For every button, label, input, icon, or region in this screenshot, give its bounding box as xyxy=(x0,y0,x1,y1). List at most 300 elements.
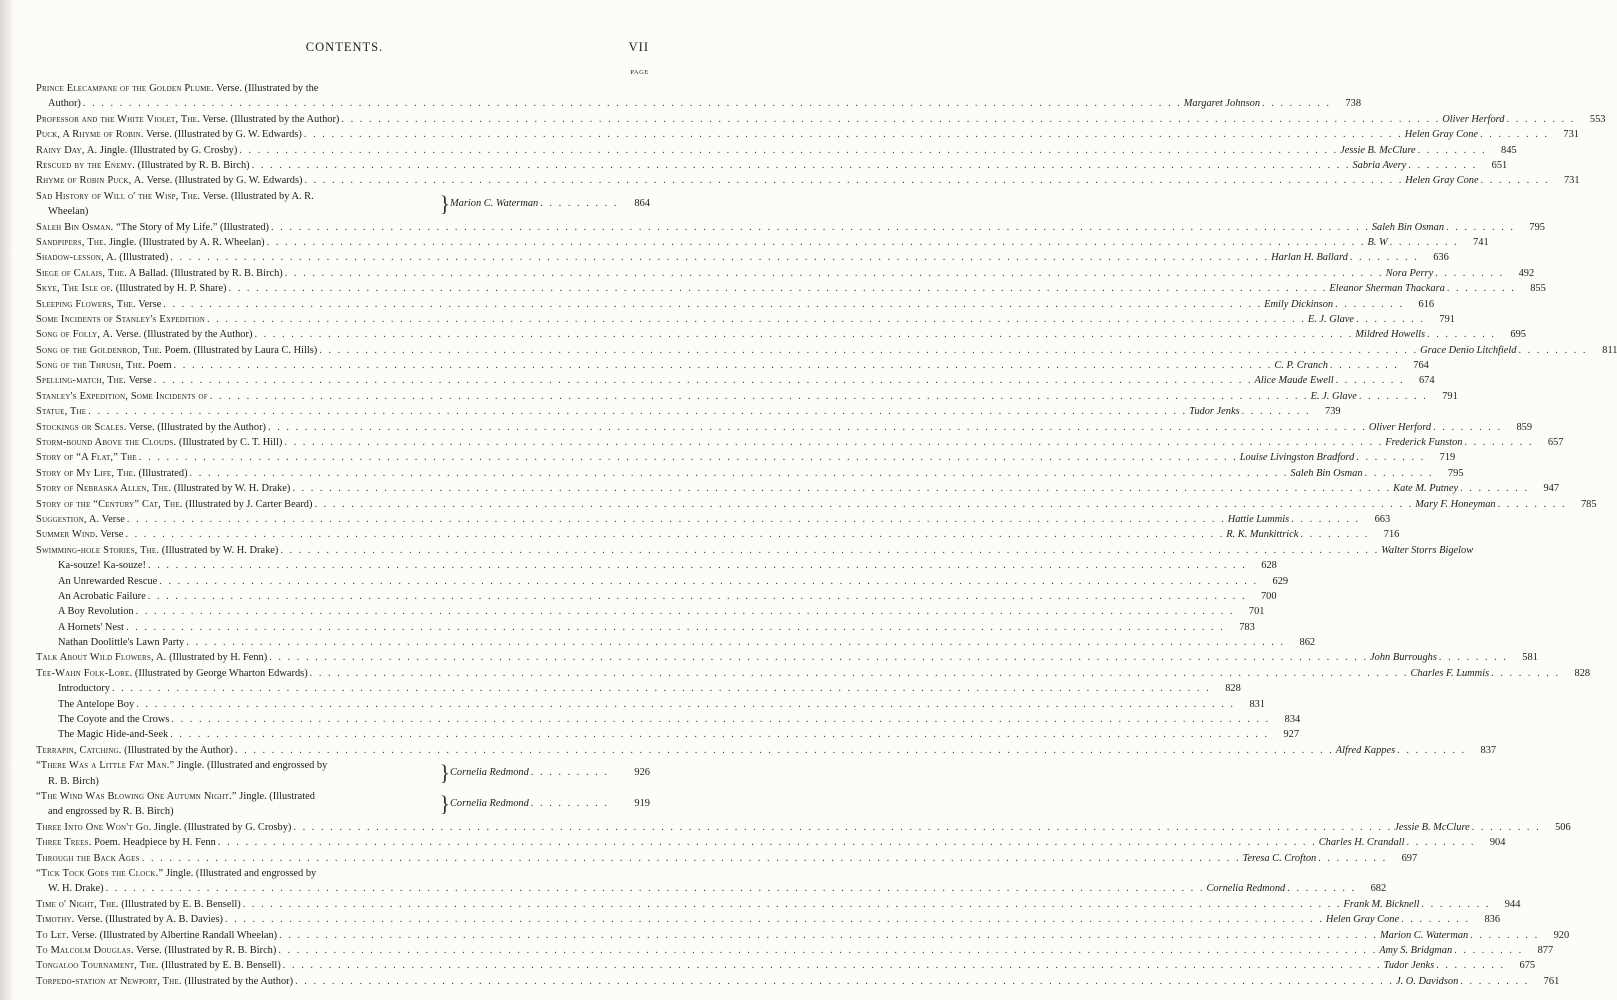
toc-entry xyxy=(36,266,1535,281)
entry-page-number: 697 xyxy=(1401,852,1418,864)
toc-entry xyxy=(36,543,1474,558)
toc-entry-line xyxy=(36,527,1400,542)
toc-entry-line xyxy=(36,851,1418,866)
dot-leader: . . . . . . . . . . . . . . . . . . . . . . . . . . . . . . . . . . . . . . . . . . . . . . . . . . . . . . . . . . . . . . . . . . . . . . . . . . . . . . . . . . . . . . . . . . . . . . . . . . . . . . . . . . . . . . . . . . . . . . . . xyxy=(284,437,1384,449)
entry-description: Verse. (Illustrated by A. R. xyxy=(200,190,314,202)
entry-title xyxy=(36,650,267,665)
entry-title-text: Timothy. xyxy=(36,914,75,926)
toc-entry-line xyxy=(36,635,1316,650)
entry-title xyxy=(36,435,282,450)
dot-leader: . . . . . . . . xyxy=(1262,98,1332,110)
entry-title-text: Story of the “Century” Cat, The. xyxy=(36,498,183,510)
toc-entry-line xyxy=(36,466,1464,481)
toc-entry-line xyxy=(36,727,1300,742)
entry-title-text: Spelling-match, The. xyxy=(36,375,127,387)
entry-title xyxy=(36,466,188,481)
dot-leader: . . . . . . . . xyxy=(1433,421,1503,433)
dot-leader: . . . . . . . . . . . . . . . . . . . . . . . . . . . . . . . . . . . . . . . . . . . . . . . . . . . . . . . . . . . . . . . . . . . . . . . . . . . . . . . . . . . . . . . . . . . . . . . . . . . . . . . . . . . . . . . . . . . . . . . . xyxy=(279,929,1378,941)
entry-page-number: 663 xyxy=(1374,513,1391,525)
entry-title xyxy=(36,512,125,527)
entry-author: Grace Denio Litchfield xyxy=(1420,344,1517,356)
entry-title xyxy=(36,358,172,373)
toc-entry xyxy=(36,820,1571,835)
entry-title-text: A Hornets' Nest xyxy=(58,621,124,633)
entry-title xyxy=(36,343,317,358)
dot-leader: . . . . . . . . . . . . . . . . . . . . . . . . . . . . . . . . . . . . . . . . . . . . . . . . . . . . . . . . . . . . . . . . . . . . . . . . . . . . . . . . . . . . . . . . . . . . . . . . . . . . . . . . . . . . . . . . . . . . . . . . xyxy=(136,698,1236,710)
entry-description: A Ballad. (Illustrated by R. B. Birch) xyxy=(126,267,283,279)
entry-title xyxy=(36,297,161,312)
entry-title-text: “Tick Tock Goes the Clock.” xyxy=(36,867,164,879)
dot-leader: . . . . . . . . . . . . . . . . . . . . . . . . . . . . . . . . . . . . . . . . . . . . . . . . . . . . . . . . . . . . . . . . . . . . . . . . . . . . . . . . . . . . . . . . . . . . . . . . . . . . . . . . . . . . . . . . . . . . . . . . xyxy=(125,621,1225,633)
entry-author: E. J. Glave xyxy=(1307,313,1355,325)
toc-entry-line xyxy=(36,512,1391,527)
entry-description: Jingle. (Illustrated by G. Crosby) xyxy=(151,821,292,833)
entry-page-number: 828 xyxy=(1574,667,1591,679)
toc-entry xyxy=(36,450,1456,465)
entry-description: (Illustrated by W. H. Drake) xyxy=(171,483,291,495)
dot-leader: . . . . . . . . . . . . . . . . . . . . . . . . . . . . . . . . . . . . . . . . . . . . . . . . . . . . . . . . . . . . . . . . . . . . . . . . . . . . . . . . . . . . . . . . . . . . . . . . . . . . . . . . . . . . . . . . . . . . . . . . xyxy=(209,390,1309,402)
toc-entry-line xyxy=(36,450,1456,465)
entry-title-text: Siege of Calais, The. xyxy=(36,267,127,279)
entry-title xyxy=(36,974,293,989)
toc-entry xyxy=(36,697,1266,712)
toc-entry xyxy=(36,604,1265,619)
dot-leader: . . . . . . . . . xyxy=(530,767,609,779)
dot-leader: . . . . . . . . . . . . . . . . . . . . . . . . . . . . . . . . . . . . . . . . . . . . . . . . . . . . . . . . . . . . . . . . . . . . . . . . . . . . . . . . . . . . . . . . . . . . . . . . . . . . . . . . . . . . . . . . . . . . . . . . xyxy=(228,283,1328,295)
toc-entry xyxy=(36,958,1536,973)
dot-leader: . . . . . . . . . . . . . . . . . . . . . . . . . . . . . . . . . . . . . . . . . . . . . . . . . . . . . . . . . . . . . . . . . . . . . . . . . . . . . . . . . . . . . . . . . . . . . . . . . . . . . . . . . . . . . . . . . . . . . . . . xyxy=(186,637,1286,649)
dot-leader: . . . . . . . . xyxy=(1480,175,1550,187)
entry-title-text: Stanley's Expedition, Some Incidents of xyxy=(36,390,208,402)
entry-description-continued: Author) xyxy=(48,98,81,110)
entry-title xyxy=(36,620,124,635)
entry-page-number: 828 xyxy=(1225,683,1241,695)
dot-leader: . . . . . . . . xyxy=(1460,975,1530,987)
toc-entry xyxy=(36,928,1570,943)
entry-page-number: 944 xyxy=(1504,898,1521,910)
entry-page-number: 761 xyxy=(1543,975,1560,987)
toc-entry xyxy=(36,112,1606,127)
dot-leader: . . . . . . . . xyxy=(1427,329,1496,341)
dot-leader: . . . . . . . . . . . . . . . . . . . . . . . . . . . . . . . . . . . . . . . . . . . . . . . . . . . . . . . . . . . . . . . . . . . . . . . . . . . . . . . . . . . . . . . . . . . . . . . . . . . . . . . . . . . . . . . . . . . . . . . . xyxy=(224,914,1324,926)
dot-leader: . . . . . . . . xyxy=(1464,437,1534,449)
toc-entry xyxy=(36,343,1617,358)
dot-leader: . . . . . . . . . . . . . . . . . . . . . . . . . . . . . . . . . . . . . . . . . . . . . . . . . . . . . . . . . . . . . . . . . . . . . . . . . . . . . . . . . . . . . . . . . . . . . . . . . . . . . . . . . . . . . . . . . . . . . . . . xyxy=(138,452,1238,464)
entry-title xyxy=(36,558,146,573)
toc-entry-line xyxy=(36,758,436,773)
toc-entry xyxy=(36,835,1506,850)
entry-title-text: To Malcolm Douglas. xyxy=(36,944,134,956)
dot-leader: . . . . . . . . . . . . . . . . . . . . . . . . . . . . . . . . . . . . . . . . . . . . . . . . . . . . . . . . . . . . . . . . . . . . . . . . . . . . . . . . . . . . . . . . . . . . . . . . . . . . . . . . . . . . . . . . . . . . . . . . xyxy=(269,652,1369,664)
toc-entry-line xyxy=(36,681,1241,696)
entry-description: (Illustrated) xyxy=(116,252,169,264)
dot-leader: . . . . . . . . xyxy=(1335,375,1405,387)
toc-entry-line xyxy=(36,389,1458,404)
entry-description: (Illustrated by R. B. Birch) xyxy=(135,159,250,171)
entry-page-number: 553 xyxy=(1589,113,1606,125)
toc-entry-line xyxy=(36,835,1506,850)
entry-title-text: Some Incidents of Stanley's Expedition xyxy=(36,313,205,325)
entry-title-text: Tee-Wahn Folk-Lore. xyxy=(36,667,133,679)
entry-author: Mildred Howells xyxy=(1355,329,1426,341)
toc-entry-line xyxy=(36,743,1497,758)
entry-author: Margaret Johnson xyxy=(1183,98,1261,110)
toc-entry-line xyxy=(36,943,1554,958)
toc-entry-line xyxy=(36,235,1489,250)
entry-title-text: Professor and the White Violet, The. xyxy=(36,113,200,125)
entry-description: Verse. (Illustrated by Albertine Randall Wheelan) xyxy=(68,929,278,941)
entry-title-text: Sad History of Will o' the Wisp, The. xyxy=(36,190,201,202)
entry-page-number: 731 xyxy=(1563,129,1579,141)
entry-page-number: 834 xyxy=(1284,714,1301,726)
entry-title-text: “The Wind Was Blowing One Autumn Night.” xyxy=(36,791,237,803)
entry-author: Eleanor Sherman Thackara xyxy=(1329,283,1445,295)
entry-description: Verse. (Illustrated by G. W. Edwards) xyxy=(144,175,303,187)
entry-title-text: Song of the Goldenrod, The. xyxy=(36,344,162,356)
entry-title xyxy=(36,143,237,158)
dot-leader: . . . . . . . . . . . . . . . . . . . . . . . . . . . . . . . . . . . . . . . . . . . . . . . . . . . . . . . . . . . . . . . . . . . . . . . . . . . . . . . . . . . . . . . . . . . . . . . . . . . . . . . . . . . . . . . . . . . . . . . . xyxy=(242,898,1342,910)
entry-title-text: Talk About Wild Flowers, A. xyxy=(36,652,167,664)
dot-leader: . . . . . . . . . . . . . . . . . . . . . . . . . . . . . . . . . . . . . . . . . . . . . . . . . . . . . . . . . . . . . . . . . . . . . . . . . . . . . . . . . . . . . . . . . . . . . . . . . . . . . . . . . . . . . . . . . . . . . . . . xyxy=(88,406,1188,418)
dot-leader: . . . . . . . . xyxy=(1291,513,1361,525)
brace-glyph: } xyxy=(439,190,450,216)
toc-entry xyxy=(36,173,1580,188)
dot-leader: . . . . . . . . xyxy=(1349,252,1419,264)
dot-leader: . . . . . . . . . . . . . . . . . . . . . . . . . . . . . . . . . . . . . . . . . . . . . . . . . . . . . . . . . . . . . . . . . . . . . . . . . . . . . . . . . . . . . . . . . . . . . . . . . . . . . . . . . . . . . . . . . . . . . . . . xyxy=(153,375,1253,387)
toc-entry-line xyxy=(36,143,1517,158)
entry-title xyxy=(36,266,283,281)
entry-description: Verse. (Illustrated by the Author) xyxy=(199,113,340,125)
entry-page-number: 657 xyxy=(1547,437,1564,449)
entry-description: Poem. Headpiece by H. Fenn xyxy=(91,837,216,849)
entry-page-number: 862 xyxy=(1299,637,1316,649)
entry-title xyxy=(36,173,302,188)
toc-entry-line xyxy=(36,81,650,96)
toc-entry xyxy=(36,589,1277,604)
dot-leader: . . . . . . . . xyxy=(1460,483,1530,495)
toc-entry xyxy=(36,712,1301,727)
dot-leader: . . . . . . . . xyxy=(1287,883,1357,895)
entry-description-continued: Wheelan) xyxy=(48,206,89,218)
entry-page-number: 739 xyxy=(1325,406,1341,418)
dot-leader: . . . . . . . . . . . . . . . . . . . . . . . . . . . . . . . . . . . . . . . . . . . . . . . . . . . . . . . . . . . . . . . . . . . . . . . . . . . . . . . . . . . . . . . . . . . . . . . . . . . . . . . . . . . . . . . . . . . . . . . . xyxy=(314,498,1414,510)
dot-leader: . . . . . . . . xyxy=(1408,159,1478,171)
entry-title-text: Summer Wind. xyxy=(36,529,98,541)
toc-entry xyxy=(36,620,1255,635)
entry-title xyxy=(36,112,339,127)
toc-entry xyxy=(36,127,1579,142)
entry-page-number: 859 xyxy=(1516,421,1533,433)
entry-author: Jessie B. McClure xyxy=(1340,144,1416,156)
entry-description: Verse. (Illustrated by R. B. Birch) xyxy=(133,944,277,956)
entry-title-text: Sleeping Flowers, The. xyxy=(36,298,136,310)
toc-entry-line xyxy=(36,543,1474,558)
toc-entry-line xyxy=(36,866,650,881)
entry-title-text: Ka-souze! Ka-souze! xyxy=(58,560,146,572)
page-column-label: PAGE xyxy=(630,69,649,76)
entry-title xyxy=(36,281,227,296)
entry-author: Helen Gray Cone xyxy=(1325,914,1400,926)
entry-title xyxy=(36,604,134,619)
toc-entry xyxy=(36,527,1400,542)
toc-entry xyxy=(36,143,1517,158)
entry-author: Cornelia Redmond xyxy=(1206,883,1286,895)
entry-page-number: 682 xyxy=(1370,883,1387,895)
entry-title-text: Saleh Bin Osman. xyxy=(36,221,114,233)
entry-page-number: 904 xyxy=(1489,837,1506,849)
dot-leader: . . . . . . . . . . . . . . . . . . . . . . . . . . . . . . . . . . . . . . . . . . . . . . . . . . . . . . . . . . . . . . . . . . . . . . . . . . . . . . . . . . . . . . . . . . . . . . . . . . . . . . . . . . . . . . . . . . . . . . . . xyxy=(292,483,1392,495)
entry-author: Marion C. Waterman xyxy=(450,197,539,209)
entry-description: Jingle. (Illustrated and engrossed by xyxy=(163,867,317,879)
entry-page-number: 636 xyxy=(1433,252,1449,264)
dot-leader: . . . . . . . . xyxy=(1435,267,1505,279)
entry-title-text: Song of Folly, A. xyxy=(36,329,113,341)
entry-description: Jingle. (Illustrated and engrossed by xyxy=(174,760,328,772)
entry-description: (Illustrated by C. T. Hill) xyxy=(176,437,283,449)
entry-page-number: 811 xyxy=(1602,344,1617,356)
toc-entry xyxy=(36,866,1387,897)
dot-leader: . . . . . . . . . . . . . . . . . . . . . . . . . . . . . . . . . . . . . . . . . . . . . . . . . . . . . . . . . . . . . . . . . . . . . . . . . . . . . . . . . . . . . . . . . . . . . . . . . . . . . . . . . . . . . . . . . . . . . . . . xyxy=(284,267,1384,279)
entry-page-number: 926 xyxy=(634,767,650,779)
entry-title-text: A Boy Revolution xyxy=(58,606,134,618)
entry-page-number: 795 xyxy=(1529,221,1545,233)
toc-entry xyxy=(36,743,1497,758)
dot-leader: . . . . . . . . xyxy=(1506,113,1576,125)
toc-entry xyxy=(36,666,1591,681)
toc-entry-line xyxy=(36,712,1301,727)
entry-title xyxy=(36,220,269,235)
toc-entry xyxy=(36,389,1458,404)
dot-leader: . . . . . . . . . . . . . . . . . . . . . . . . . . . . . . . . . . . . . . . . . . . . . . . . . . . . . . . . . . . . . . . . . . . . . . . . . . . . . . . . . . . . . . . . . . . . . . . . . . . . . . . . . . . . . . . . . . . . . . . . xyxy=(170,729,1270,741)
entry-author: Harlan H. Ballard xyxy=(1271,252,1348,264)
entry-title xyxy=(36,958,281,973)
dot-leader: . . . . . . . . xyxy=(1480,129,1549,141)
entry-title xyxy=(36,543,278,558)
toc-entry-line xyxy=(36,435,1564,450)
entry-page-number: 506 xyxy=(1555,821,1571,833)
toc-entry-line xyxy=(36,928,1570,943)
dot-leader: . . . . . . . . xyxy=(1470,929,1540,941)
entry-page-number: 629 xyxy=(1272,575,1289,587)
entry-title-text: Three Trees. xyxy=(36,837,92,849)
entry-page-number: 764 xyxy=(1413,360,1429,372)
dot-leader: . . . . . . . . . . . . . . . . . . . . . . . . . . . . . . . . . . . . . . . . . . . . . . . . . . . . . . . . . . . . . . . . . . . . . . . . . . . . . . . . . . . . . . . . . . . . . . . . . . . . . . . . . . . . . . . . . . . . . . . . xyxy=(303,129,1403,141)
toc-entry-line xyxy=(48,204,438,219)
entry-title-text: An Acrobatic Failure xyxy=(58,590,146,602)
toc-entry-line xyxy=(36,343,1617,358)
entry-title-text: Statue, The xyxy=(36,406,87,418)
entry-page-number: 628 xyxy=(1261,560,1277,572)
dot-leader: . . . . . . . . . . . . . . . . . . . . . . . . . . . . . . . . . . . . . . . . . . . . . . . . . . . . . . . . . . . . . . . . . . . . . . . . . . . . . . . . . . . . . . . . . . . . . . . . . . . . . . . . . . . . . . . . . . . . . . . . xyxy=(173,360,1273,372)
entry-title xyxy=(36,574,157,589)
entry-author: E. J. Glave xyxy=(1310,390,1357,402)
toc-entry xyxy=(36,974,1560,989)
entry-title-text: Puck, A Rhyme of Robin. xyxy=(36,129,144,141)
entry-title xyxy=(36,420,266,435)
page-number: VII xyxy=(628,40,649,54)
toc-entry xyxy=(36,327,1526,342)
entry-title xyxy=(36,481,290,496)
toc-entry-line xyxy=(36,297,1435,312)
entry-description: Verse xyxy=(126,375,152,387)
dot-leader: . . . . . . . . xyxy=(1438,652,1508,664)
toc-entry-line xyxy=(36,96,1362,111)
toc-entry xyxy=(36,789,650,820)
entry-title xyxy=(36,727,168,742)
entry-author: Frederick Funston xyxy=(1385,437,1463,449)
entry-author: Helen Gray Cone xyxy=(1405,175,1479,187)
entry-title xyxy=(36,235,265,250)
entry-author: Mary F. Honeyman xyxy=(1415,498,1496,510)
toc-entry-line xyxy=(36,112,1606,127)
entry-author: Frank M. Bicknell xyxy=(1343,898,1420,910)
toc-entry-line xyxy=(36,620,1255,635)
entry-author: Oliver Herford xyxy=(1368,421,1432,433)
brace-glyph: } xyxy=(439,760,450,786)
entry-page-number: 845 xyxy=(1501,144,1517,156)
entry-page-number: 864 xyxy=(634,197,650,209)
entry-title-text: Time o' Night, The. xyxy=(36,898,119,910)
entry-title-text: “There Was a Little Fat Man.” xyxy=(36,760,175,772)
dot-leader: . . . . . . . . xyxy=(1436,960,1506,972)
toc-entry xyxy=(36,758,650,789)
dot-leader: . . . . . . . . xyxy=(1454,944,1524,956)
dot-leader: . . . . . . . . . . . . . . . . . . . . . . . . . . . . . . . . . . . . . . . . . . . . . . . . . . . . . . . . . . . . . . . . . . . . . . . . . . . . . . . . . . . . . . . . . . . . . . . . . . . . . . . . . . . . . . . . . . . . . . . . xyxy=(304,175,1404,187)
dot-leader: . . . . . . . . xyxy=(1329,360,1399,372)
brace-glyph: } xyxy=(439,791,450,817)
dot-leader: . . . . . . . . xyxy=(1356,452,1426,464)
entry-title xyxy=(36,820,291,835)
dot-leader: . . . . . . . . . xyxy=(530,798,609,810)
toc-entry xyxy=(36,635,1316,650)
entry-title xyxy=(36,835,216,850)
entry-description: Jingle. (Illustrated xyxy=(236,791,315,803)
entry-page-number: 836 xyxy=(1484,914,1501,926)
dot-leader: . . . . . . . . xyxy=(1358,390,1428,402)
entry-author: Amy S. Bridgman xyxy=(1379,944,1453,956)
entry-title xyxy=(36,635,184,650)
entry-title xyxy=(36,928,277,943)
entry-title-text: An Unrewarded Rescue xyxy=(58,575,158,587)
entry-title xyxy=(36,250,168,265)
entry-description: (Illustrated by the Author) xyxy=(121,744,233,756)
toc-entry-line xyxy=(36,250,1449,265)
toc-entry xyxy=(36,897,1521,912)
entry-author-block xyxy=(450,196,650,211)
entry-title xyxy=(36,943,276,958)
entry-author: Saleh Bin Osman xyxy=(1371,221,1445,233)
entry-title-text: Song of the Thrush, The. xyxy=(36,360,146,372)
dot-leader: . . . . . . . . . . . . . . . . . . . . . . . . . . . . . . . . . . . . . . . . . . . . . . . . . . . . . . . . . . . . . . . . . . . . . . . . . . . . . . . . . . . . . . . . . . . . . . . . . . . . . . . . . . . . . . . . . . . . . . . . xyxy=(239,144,1339,156)
dot-leader: . . . . . . . . . . . . . . . . . . . . . . . . . . . . . . . . . . . . . . . . . . . . . . . . . . . . . . . . . . . . . . . . . . . . . . . . . . . . . . . . . . . . . . . . . . . . . . . . . . . . . . . . . . . . . . . . . . . . . . . . xyxy=(234,744,1334,756)
toc-entry xyxy=(36,466,1464,481)
entry-page-number: 581 xyxy=(1522,652,1538,664)
toc-entry xyxy=(36,558,1277,573)
entry-description: (Illustrated by George Wharton Edwards) xyxy=(132,667,308,679)
dot-leader: . . . . . . . . xyxy=(1497,498,1567,510)
dot-leader: . . . . . . . . . . . . . . . . . . . . . . . . . . . . . . . . . . . . . . . . . . . . . . . . . . . . . . . . . . . . . . . . . . . . . . . . . . . . . . . . . . . . . . . . . . . . . . . . . . . . . . . . . . . . . . . . . . . . . . . . xyxy=(217,837,1317,849)
page-title: CONTENTS. xyxy=(305,40,384,54)
toc-entry xyxy=(36,297,1435,312)
entry-author: Alfred Kappes xyxy=(1335,744,1396,756)
page-edge-shadow xyxy=(0,0,14,1000)
entry-title-text: Shadow-lesson, A. xyxy=(36,252,117,264)
entry-page-number: 674 xyxy=(1418,375,1435,387)
entry-title-text: To Let. xyxy=(36,929,69,941)
toc-entry-line xyxy=(36,327,1526,342)
entry-title xyxy=(36,450,137,465)
entry-author: Charles F. Lummis xyxy=(1410,667,1490,679)
entry-page-number: 719 xyxy=(1439,452,1456,464)
entry-title xyxy=(36,327,252,342)
toc-entry-line xyxy=(36,312,1455,327)
entry-author: Sabria Avery xyxy=(1352,159,1407,171)
dot-leader: . . . . . . . . . . . . . . . . . . . . . . . . . . . . . . . . . . . . . . . . . . . . . . . . . . . . . . . . . . . . . . . . . . . . . . . . . . . . . . . . . . . . . . . . . . . . . . . . . . . . . . . . . . . . . . . . . . . . . . . . xyxy=(82,98,1182,110)
toc-entry-line xyxy=(48,774,438,789)
entry-page-number: 855 xyxy=(1530,283,1546,295)
entry-page-number: 927 xyxy=(1283,729,1300,741)
dot-leader: . . . . . . . . . . . . . . . . . . . . . . . . . . . . . . . . . . . . . . . . . . . . . . . . . . . . . . . . . . . . . . . . . . . . . . . . . . . . . . . . . . . . . . . . . . . . . . . . . . . . . . . . . . . . . . . . . . . . . . . . xyxy=(126,513,1226,525)
toc-entry xyxy=(36,943,1554,958)
dot-leader: . . . . . . . . . . . . . . . . . . . . . . . . . . . . . . . . . . . . . . . . . . . . . . . . . . . . . . . . . . . . . . . . . . . . . . . . . . . . . . . . . . . . . . . . . . . . . . . . . . . . . . . . . . . . . . . . . . . . . . . . xyxy=(266,236,1366,248)
dot-leader: . . . . . . . . . . . . . . . . . . . . . . . . . . . . . . . . . . . . . . . . . . . . . . . . . . . . . . . . . . . . . . . . . . . . . . . . . . . . . . . . . . . . . . . . . . . . . . . . . . . . . . . . . . . . . . . . . . . . . . . . xyxy=(280,544,1380,556)
toc-entry-line xyxy=(36,127,1579,142)
dot-leader: . . . . . . . . xyxy=(1401,914,1471,926)
entry-title-text: Rhyme of Robin Puck, A. xyxy=(36,175,145,187)
toc-entry-line xyxy=(36,266,1535,281)
toc-entry-line xyxy=(36,604,1265,619)
toc-entry xyxy=(36,220,1545,235)
toc-entry-line xyxy=(36,697,1266,712)
entry-description: (Illustrated by E. B. Bensell) xyxy=(118,898,241,910)
entry-page-number: 738 xyxy=(1345,98,1362,110)
toc-entry xyxy=(36,358,1429,373)
dot-leader: . . . . . . . . . . . . . . . . . . . . . . . . . . . . . . . . . . . . . . . . . . . . . . . . . . . . . . . . . . . . . . . . . . . . . . . . . . . . . . . . . . . . . . . . . . . . . . . . . . . . . . . . . . . . . . . . . . . . . . . . xyxy=(251,159,1351,171)
entry-author: Louise Livingston Bradford xyxy=(1239,452,1355,464)
entry-description-continued: and engrossed by R. B. Birch) xyxy=(48,806,174,818)
dot-leader: . . . . . . . . xyxy=(1446,221,1515,233)
entry-author: J. O. Davidson xyxy=(1395,975,1459,987)
entry-description: Poem xyxy=(145,360,172,372)
entry-page-number: 741 xyxy=(1473,236,1489,248)
toc-entry-line xyxy=(36,189,436,204)
toc-entry-line xyxy=(36,497,1597,512)
toc-entry xyxy=(36,312,1455,327)
entry-page-number: 675 xyxy=(1519,960,1536,972)
toc-entry-line xyxy=(36,358,1429,373)
toc-entry xyxy=(36,81,1362,112)
entry-title-text: Swimming-hole Stories, The. xyxy=(36,544,160,556)
entry-description: (Illustrated) xyxy=(135,467,188,479)
entry-description: Poem. (Illustrated by Laura C. Hills) xyxy=(161,344,318,356)
entry-page-number: 920 xyxy=(1553,929,1570,941)
dot-leader: . . . . . . . . . . . . . . . . . . . . . . . . . . . . . . . . . . . . . . . . . . . . . . . . . . . . . . . . . . . . . . . . . . . . . . . . . . . . . . . . . . . . . . . . . . . . . . . . . . . . . . . . . . . . . . . . . . . . . . . . xyxy=(293,821,1393,833)
dot-leader: . . . . . . . . . xyxy=(540,197,619,209)
entry-title-text: Terrapin, Catching. xyxy=(36,744,122,756)
dot-leader: . . . . . . . . . . . . . . . . . . . . . . . . . . . . . . . . . . . . . . . . . . . . . . . . . . . . . . . . . . . . . . . . . . . . . . . . . . . . . . . . . . . . . . . . . . . . . . . . . . . . . . . . . . . . . . . . . . . . . . . . xyxy=(189,467,1289,479)
dot-leader: . . . . . . . . . . . . . . . . . . . . . . . . . . . . . . . . . . . . . . . . . . . . . . . . . . . . . . . . . . . . . . . . . . . . . . . . . . . . . . . . . . . . . . . . . . . . . . . . . . . . . . . . . . . . . . . . . . . . . . . . xyxy=(105,883,1205,895)
entry-description: (Illustrated by J. Carter Beard) xyxy=(182,498,313,510)
dot-leader: . . . . . . . . xyxy=(1397,744,1467,756)
entry-description: (Illustrated by H. P. Share) xyxy=(113,283,227,295)
entry-title xyxy=(36,851,140,866)
toc-entry xyxy=(36,851,1418,866)
entry-title-text: Sandpipers, The. xyxy=(36,236,107,248)
dot-leader: . . . . . . . . xyxy=(1335,298,1405,310)
dot-leader: . . . . . . . . xyxy=(1356,313,1425,325)
entry-author: C. P. Cranch xyxy=(1274,360,1328,372)
toc-entry xyxy=(36,189,650,220)
